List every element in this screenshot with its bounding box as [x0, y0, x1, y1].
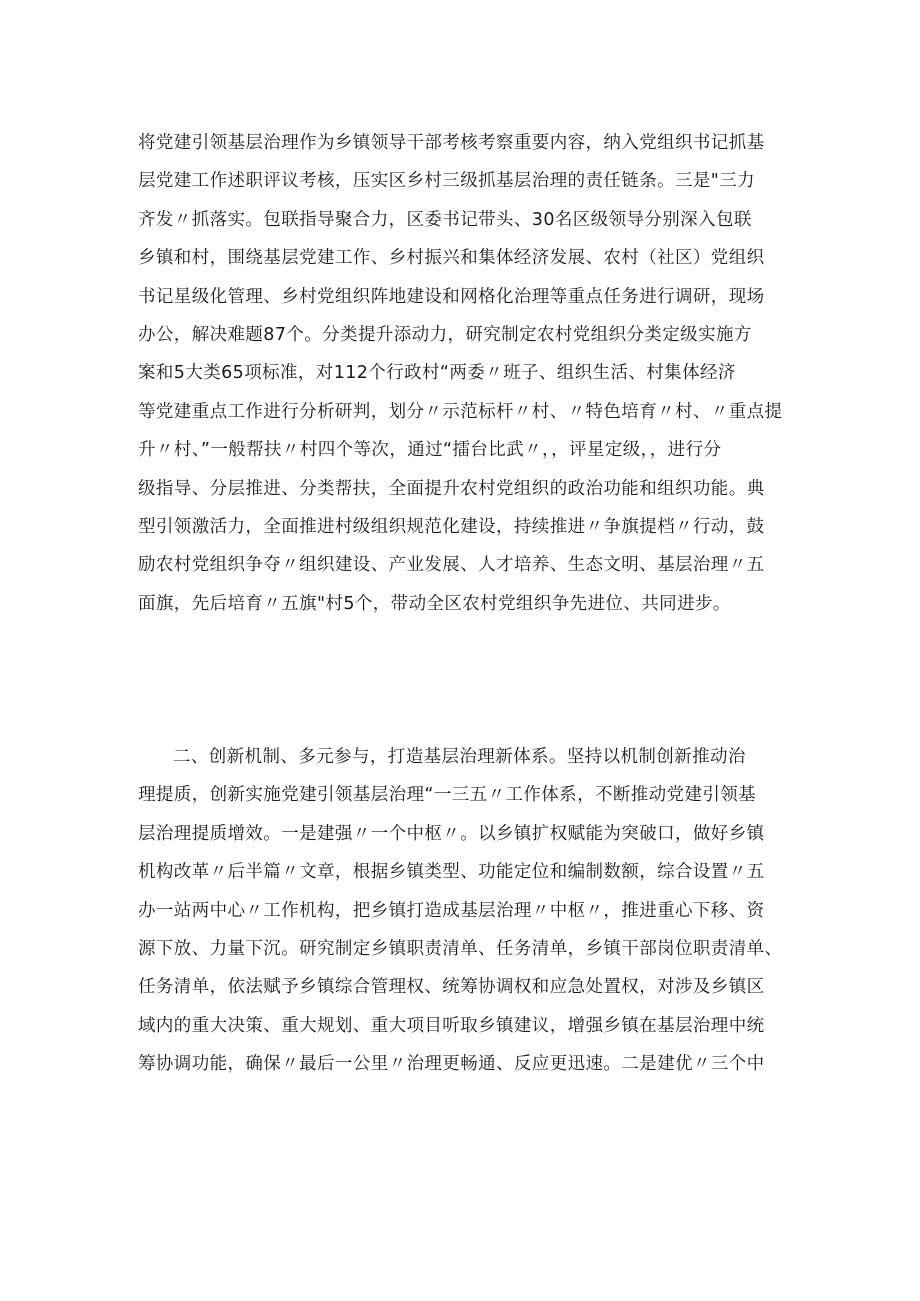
paragraph-1-line: 办公，解决难题87个。分类提升添动力，研究制定农村党组织分类定级实施方	[138, 324, 752, 345]
paragraph-1-line: 等党建重点工作进行分析研判，划分〃示范标杆〃村、〃特色培育〃村、〃重点提	[138, 401, 783, 422]
paragraph-2	[138, 738, 784, 1084]
paragraph-1-line: 书记星级化管理、乡村党组织阵地建设和网格化治理等重点任务进行调研，现场	[138, 286, 765, 307]
paragraph-1-line: 励农村党组织争夺〃组织建设、产业发展、人才培养、生态文明、基层治理〃五	[138, 555, 765, 576]
paragraph-1-line: 案和5大类65项标准，对112个行政村“两委〃班子、组织生活、村集体经济	[138, 363, 736, 384]
paragraph-2-line: 理提质，创新实施党建引领基层治理“一三五〃工作体系，不断推动党建引领基	[138, 785, 757, 806]
paragraph-2-line: 二、创新机制、多元参与，打造基层治理新体系。坚持以机制创新推动治	[173, 747, 746, 767]
paragraph-1-line: 乡镇和村，围绕基层党建工作、乡村振兴和集体经济发展、农村（社区）党组织	[138, 248, 765, 269]
paragraph-1-line: 将党建引领基层治理作为乡镇领导干部考核考察重要内容，纳入党组织书记抓基	[138, 133, 765, 153]
paragraph-1-line: 升〃村、”一般帮扶〃村四个等次，通过“擂台比武〃，，评星定级，，进行分	[138, 440, 722, 461]
paragraph-1-line: 型引领激活力，全面推进村级组织规范化建设，持续推进〃争旗提档〃行动，鼓	[138, 516, 765, 537]
paragraph-1-line: 级指导、分层推进、分类帮扶，全面提升农村党组织的政治功能和组织功能。典	[138, 478, 765, 499]
paragraph-2-line: 机构改革〃后半篇〃文章，根据乡镇类型、功能定位和编制数额，综合设置〃五	[138, 862, 765, 883]
paragraph-2-line: 筹协调功能，确保〃最后一公里〃治理更畅通、反应更迅速。二是建优〃三个中	[138, 1054, 765, 1075]
paragraph-1-line: 层党建工作述职评议考核，压实区乡村三级抓基层治理的责任链条。三是"三力	[138, 171, 756, 192]
paragraph-2-line: 任务清单，依法赋予乡镇综合管理权、统筹协调权和应急处置权，对涉及乡镇区	[138, 977, 765, 998]
paragraph-2-line: 办一站两中心〃工作机构，把乡镇打造成基层治理〃中枢〃，推进重心下移、资	[138, 900, 765, 921]
paragraph-1-line: 齐发〃抓落实。包联指导聚合力，区委书记带头、30名区级领导分别深入包联	[138, 209, 752, 230]
paragraph-2-line: 层治理提质增效。一是建强〃一个中枢〃。以乡镇扩权赋能为突破口，做好乡镇	[138, 823, 765, 844]
paragraph-1	[138, 124, 784, 623]
paragraph-1-line: 面旗，先后培育〃五旗"村5个，带动全区农村党组织争先进位、共同进步。	[138, 593, 731, 614]
paragraph-2-line: 源下放、力量下沉。研究制定乡镇职责清单、任务清单，乡镇干部岗位职责清单、	[138, 938, 783, 959]
paragraph-2-line: 域内的重大决策、重大规划、重大项目听取乡镇建议，增强乡镇在基层治理中统	[138, 1015, 765, 1036]
